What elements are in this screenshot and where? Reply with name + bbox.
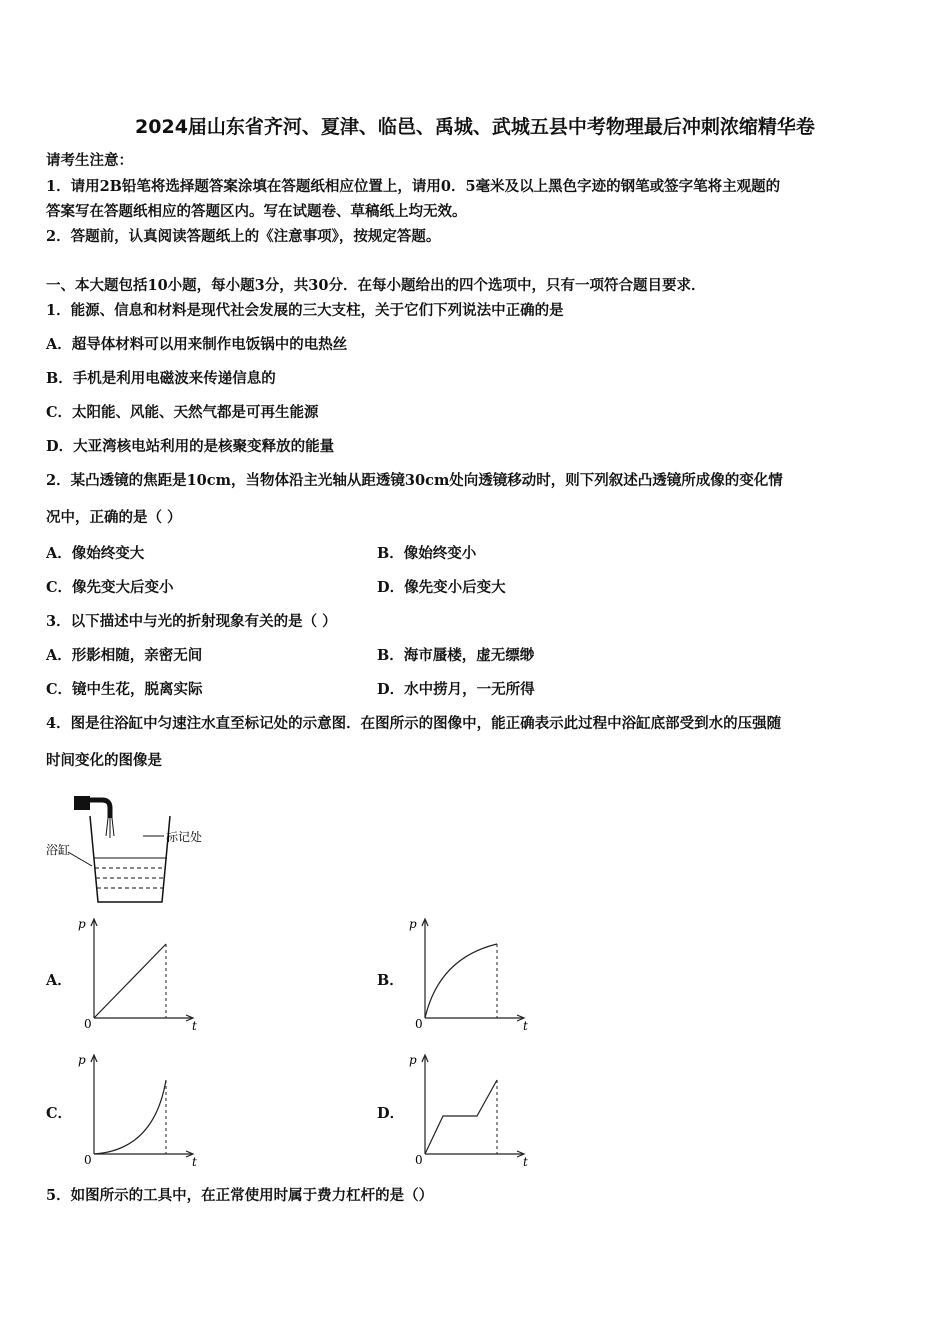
- q3-option-b: B．海市蜃楼，虚无缥缈: [377, 647, 535, 664]
- q3-stem: 3．以下描述中与光的折射现象有关的是（ ）: [46, 613, 337, 630]
- page-title: 2024届山东省齐河、夏津、临邑、禹城、武城五县中考物理最后冲刺浓缩精华卷: [135, 116, 815, 138]
- notice-item-2: 2．答题前，认真阅读答题纸上的《注意事项》，按规定答题。: [46, 228, 441, 245]
- graph-c-curve: [94, 1080, 166, 1154]
- graph-c-y-label: p: [78, 1053, 86, 1067]
- tub-label: 浴缸: [46, 843, 71, 857]
- q4-option-a-label: A．: [46, 972, 72, 989]
- graph-a-x-label: t: [192, 1019, 197, 1033]
- q2-option-a: A．像始终变大: [46, 545, 145, 562]
- graph-d-y-label: p: [409, 1053, 417, 1067]
- graph-c: [74, 1050, 204, 1170]
- graph-a: [74, 914, 204, 1034]
- graph-b-y-label: p: [409, 917, 417, 931]
- q3-option-a: A．形影相随，亲密无间: [46, 647, 203, 664]
- q2-option-b: B．像始终变小: [377, 545, 477, 562]
- graph-b-origin: 0: [415, 1017, 423, 1031]
- graph-b-curve: [425, 944, 497, 1018]
- q1-option-d: D．大亚湾核电站利用的是核聚变释放的能量: [46, 438, 335, 455]
- graph-d-x-label: t: [523, 1155, 528, 1169]
- q4-option-b-label: B．: [377, 972, 404, 989]
- mark-label: 标记处: [166, 830, 203, 844]
- graph-a-curve: [94, 944, 166, 1018]
- faucet-icon: [90, 800, 110, 818]
- q1-option-c: C．太阳能、风能、天然气都是可再生能源: [46, 404, 319, 421]
- section-heading: 一、本大题包括10小题，每小题3分，共30分．在每小题给出的四个选项中，只有一项符合题目要求．: [46, 277, 706, 294]
- graph-d: [405, 1050, 535, 1170]
- q3-option-d: D．水中捞月，一无所得: [377, 681, 535, 698]
- q2-option-c: C．像先变大后变小: [46, 579, 174, 596]
- q2-stem-cont: 况中，正确的是（ ）: [46, 509, 182, 526]
- graph-b: [405, 914, 535, 1034]
- graph-c-origin: 0: [84, 1153, 92, 1167]
- q5-stem: 5．如图所示的工具中，在正常使用时属于费力杠杆的是（）: [46, 1187, 434, 1204]
- q3-option-c: C．镜中生花，脱离实际: [46, 681, 203, 698]
- q1-stem: 1．能源、信息和材料是现代社会发展的三大支柱，关于它们下列说法中正确的是: [46, 302, 564, 319]
- faucet-handle-icon: [74, 796, 90, 810]
- graph-a-origin: 0: [84, 1017, 92, 1031]
- q4-stem: 4．图是往浴缸中匀速注水直至标记处的示意图．在图所示的图像中，能正确表示此过程中浴缸底部受到水的压强随: [46, 715, 782, 732]
- q1-option-a: A．超导体材料可以用来制作电饭锅中的电热丝: [46, 336, 348, 353]
- graph-d-origin: 0: [415, 1153, 423, 1167]
- q1-option-b: B．手机是利用电磁波来传递信息的: [46, 370, 276, 387]
- graph-b-x-label: t: [523, 1019, 528, 1033]
- bathtub-figure: [40, 786, 220, 906]
- notice-item-1: 1．请用2B铅笔将选择题答案涂填在答题纸相应位置上，请用0．5毫米及以上黑色字迹的钢笔或签字笔将主观题的: [46, 178, 781, 195]
- bathtub-outline: [90, 816, 170, 902]
- q4-option-c-label: C．: [46, 1105, 73, 1122]
- q4-stem-cont: 时间变化的图像是: [46, 752, 162, 769]
- notice-heading: 请考生注意：: [46, 152, 133, 169]
- q2-stem: 2．某凸透镜的焦距是10cm，当物体沿主光轴从距透镜30cm处向透镜移动时，则下列叙述凸透镜所成像的变化情: [46, 472, 783, 489]
- q4-option-d-label: D．: [377, 1105, 405, 1122]
- graph-a-y-label: p: [78, 917, 86, 931]
- notice-item-1-cont: 答案写在答题纸相应的答题区内。写在试题卷、草稿纸上均无效。: [46, 203, 467, 220]
- graph-d-curve: [425, 1080, 497, 1154]
- graph-c-x-label: t: [192, 1155, 197, 1169]
- q2-option-d: D．像先变小后变大: [377, 579, 506, 596]
